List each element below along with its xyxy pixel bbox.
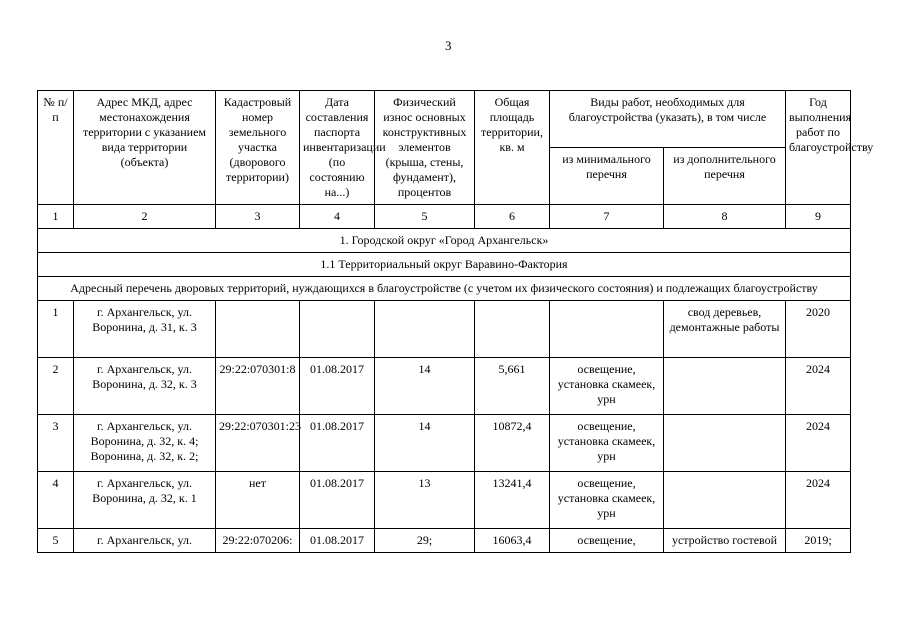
cell-works-min — [550, 301, 664, 358]
header-row — [38, 91, 851, 148]
header-area: Общая площадь территории, кв. м — [475, 91, 550, 205]
section-row — [38, 253, 851, 277]
header-year: Год выполнения работ по благоустройству — [786, 91, 851, 205]
cell-works-extra: свод деревьев, демонтажные работы — [664, 301, 786, 358]
cell-area: 10872,4 — [475, 415, 550, 472]
cell-wear: 14 — [375, 358, 475, 415]
column-number: 1 — [38, 205, 74, 229]
cell-year: 2024 — [786, 415, 851, 472]
cell-date: 01.08.2017 — [300, 472, 375, 529]
cell-date: 01.08.2017 — [300, 415, 375, 472]
cell-address: г. Архангельск, ул. Воронина, д. 32, к. 3 — [74, 358, 216, 415]
column-number: 7 — [550, 205, 664, 229]
cell-area: 13241,4 — [475, 472, 550, 529]
cell-works-extra — [664, 358, 786, 415]
cell-year: 2019; — [786, 529, 851, 553]
cell-cadastral: нет — [216, 472, 300, 529]
cell-works-extra — [664, 472, 786, 529]
column-numbers-row — [38, 205, 851, 229]
section-row — [38, 277, 851, 301]
cell-area: 5,661 — [475, 358, 550, 415]
header-works-min: из минимального перечня — [550, 148, 664, 205]
cell-works-extra — [664, 415, 786, 472]
cell-works-min: освещение, — [550, 529, 664, 553]
header-works: Виды работ, необходимых для благоустройства (указать), в том числе — [550, 91, 786, 148]
table-row — [38, 529, 851, 553]
cell-date: 01.08.2017 — [300, 358, 375, 415]
column-number: 9 — [786, 205, 851, 229]
column-number: 3 — [216, 205, 300, 229]
cell-num: 3 — [38, 415, 74, 472]
table-row — [38, 415, 851, 472]
header-wear: Физический износ основных конструктивных элементов (крыша, стены, фундамент), процентов — [375, 91, 475, 205]
column-number: 2 — [74, 205, 216, 229]
cell-address: г. Архангельск, ул. — [74, 529, 216, 553]
column-number: 4 — [300, 205, 375, 229]
cell-cadastral: 29:22:070301:8 — [216, 358, 300, 415]
header-num: № п/п — [38, 91, 74, 205]
page-number: 3 — [445, 38, 452, 53]
table-row — [38, 301, 851, 358]
section-city: 1. Городской округ «Город Архангельск» — [38, 229, 851, 253]
cell-wear: 14 — [375, 415, 475, 472]
cell-cadastral: 29:22:070206: — [216, 529, 300, 553]
column-number: 6 — [475, 205, 550, 229]
header-date: Дата составления паспорта инвентаризации (по состоянию на...) — [300, 91, 375, 205]
section-address-list: Адресный перечень дворовых территорий, нуждающихся в благоустройстве (с учетом их физического состояния) и подлежащих благоустройству — [38, 277, 851, 301]
cell-cadastral: 29:22:070301:23 — [216, 415, 300, 472]
column-number: 5 — [375, 205, 475, 229]
header-cadastral: Кадастровый номер земельного участка (дворового территории) — [216, 91, 300, 205]
cell-num: 5 — [38, 529, 74, 553]
cell-address: г. Архангельск, ул. Воронина, д. 31, к. 3 — [74, 301, 216, 358]
cell-num: 4 — [38, 472, 74, 529]
cell-area — [475, 301, 550, 358]
cell-wear: 13 — [375, 472, 475, 529]
table-row — [38, 358, 851, 415]
header-works-extra: из дополнительного перечня — [664, 148, 786, 205]
section-district: 1.1 Территориальный округ Варавино-Фактория — [38, 253, 851, 277]
cell-date: 01.08.2017 — [300, 529, 375, 553]
cell-address: г. Архангельск, ул. Воронина, д. 32, к. 1 — [74, 472, 216, 529]
cell-year: 2024 — [786, 358, 851, 415]
cell-works-min: освещение, установка скамеек, урн — [550, 358, 664, 415]
cell-address: г. Архангельск, ул. Воронина, д. 32, к. 4; Воронина, д. 32, к. 2; — [74, 415, 216, 472]
cell-num: 2 — [38, 358, 74, 415]
table-row — [38, 472, 851, 529]
cell-year: 2024 — [786, 472, 851, 529]
cell-works-min: освещение, установка скамеек, урн — [550, 472, 664, 529]
courtyards-table — [37, 90, 874, 553]
cell-works-min: освещение, установка скамеек, урн — [550, 415, 664, 472]
cell-cadastral — [216, 301, 300, 358]
section-row — [38, 229, 851, 253]
cell-year: 2020 — [786, 301, 851, 358]
cell-date — [300, 301, 375, 358]
cell-wear: 29; — [375, 529, 475, 553]
cell-num: 1 — [38, 301, 74, 358]
column-number: 8 — [664, 205, 786, 229]
cell-wear — [375, 301, 475, 358]
header-address: Адрес МКД, адрес местонахождения территории с указанием вида территории (объекта) — [74, 91, 216, 205]
cell-area: 16063,4 — [475, 529, 550, 553]
cell-works-extra: устройство гостевой — [664, 529, 786, 553]
